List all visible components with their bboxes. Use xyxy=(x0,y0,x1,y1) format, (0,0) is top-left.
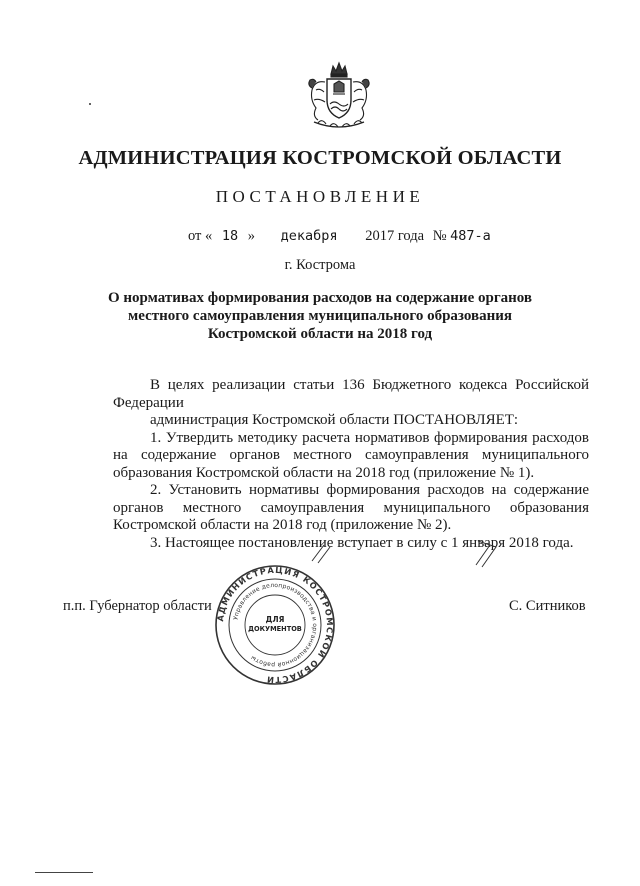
body-line: 1. Утвердить методику расчета нормативов формирования расходов xyxy=(150,430,589,446)
body-line: 2. Установить нормативы формирования расходов на содержание xyxy=(150,482,589,498)
subject-line: местного самоуправления муниципального образования xyxy=(128,308,512,324)
stamp-inner-text: Управление делопроизводства и организационной работы xyxy=(232,581,319,669)
date-month: декабря xyxy=(280,228,338,244)
subject-line: Костромской области на 2018 год xyxy=(207,326,433,342)
body-line: Федерации xyxy=(113,395,184,411)
body-line: на содержание органов местного самоуправления муниципального xyxy=(113,447,589,463)
date-year: 2017 года xyxy=(365,228,425,244)
body-line: администрация Костромской области ПОСТАНОВЛЯЕТ: xyxy=(150,412,519,428)
date-line xyxy=(188,228,491,245)
body-line: В целях реализации статьи 136 Бюджетного кодекса Российской xyxy=(150,377,589,393)
city: г. Кострома xyxy=(284,257,356,273)
official-stamp xyxy=(214,564,336,686)
stamp-center-line2: ДОКУМЕНТОВ xyxy=(248,625,302,633)
stamp-outer-text: АДМИНИСТРАЦИЯ КОСТРОМСКОЙ ОБЛАСТИ xyxy=(215,564,336,686)
signer-title: п.п. Губернатор области xyxy=(63,598,212,614)
body-line: Костромской области на 2018 год (приложение № 2). xyxy=(113,517,452,533)
body-line: органов местного самоуправления муниципального образования xyxy=(113,500,589,516)
footer-rule xyxy=(35,872,93,873)
stamp-center-line1: ДЛЯ xyxy=(265,615,285,624)
signer-name: С. Ситников xyxy=(509,598,586,614)
date-mid: » xyxy=(247,228,256,244)
body-line: 3. Настоящее постановление вступает в силу с 1 января 2018 года. xyxy=(150,535,574,551)
coat-of-arms-emblem xyxy=(298,60,380,140)
document-subject xyxy=(0,289,640,343)
scan-speck xyxy=(89,103,91,105)
organization-title: АДМИНИСТРАЦИЯ КОСТРОМСКОЙ ОБЛАСТИ xyxy=(78,147,562,169)
document-number: 487-а xyxy=(450,228,491,244)
date-prefix: от « xyxy=(188,228,213,244)
number-sign: № xyxy=(432,228,447,244)
body-line: образования Костромской области на 2018 год (приложение № 1). xyxy=(113,465,535,481)
document-type: ПОСТАНОВЛЕНИЕ xyxy=(215,187,425,206)
subject-line: О нормативах формирования расходов на содержание органов xyxy=(108,290,532,306)
signature-scribble xyxy=(300,535,560,585)
date-day: 18 xyxy=(221,228,239,244)
